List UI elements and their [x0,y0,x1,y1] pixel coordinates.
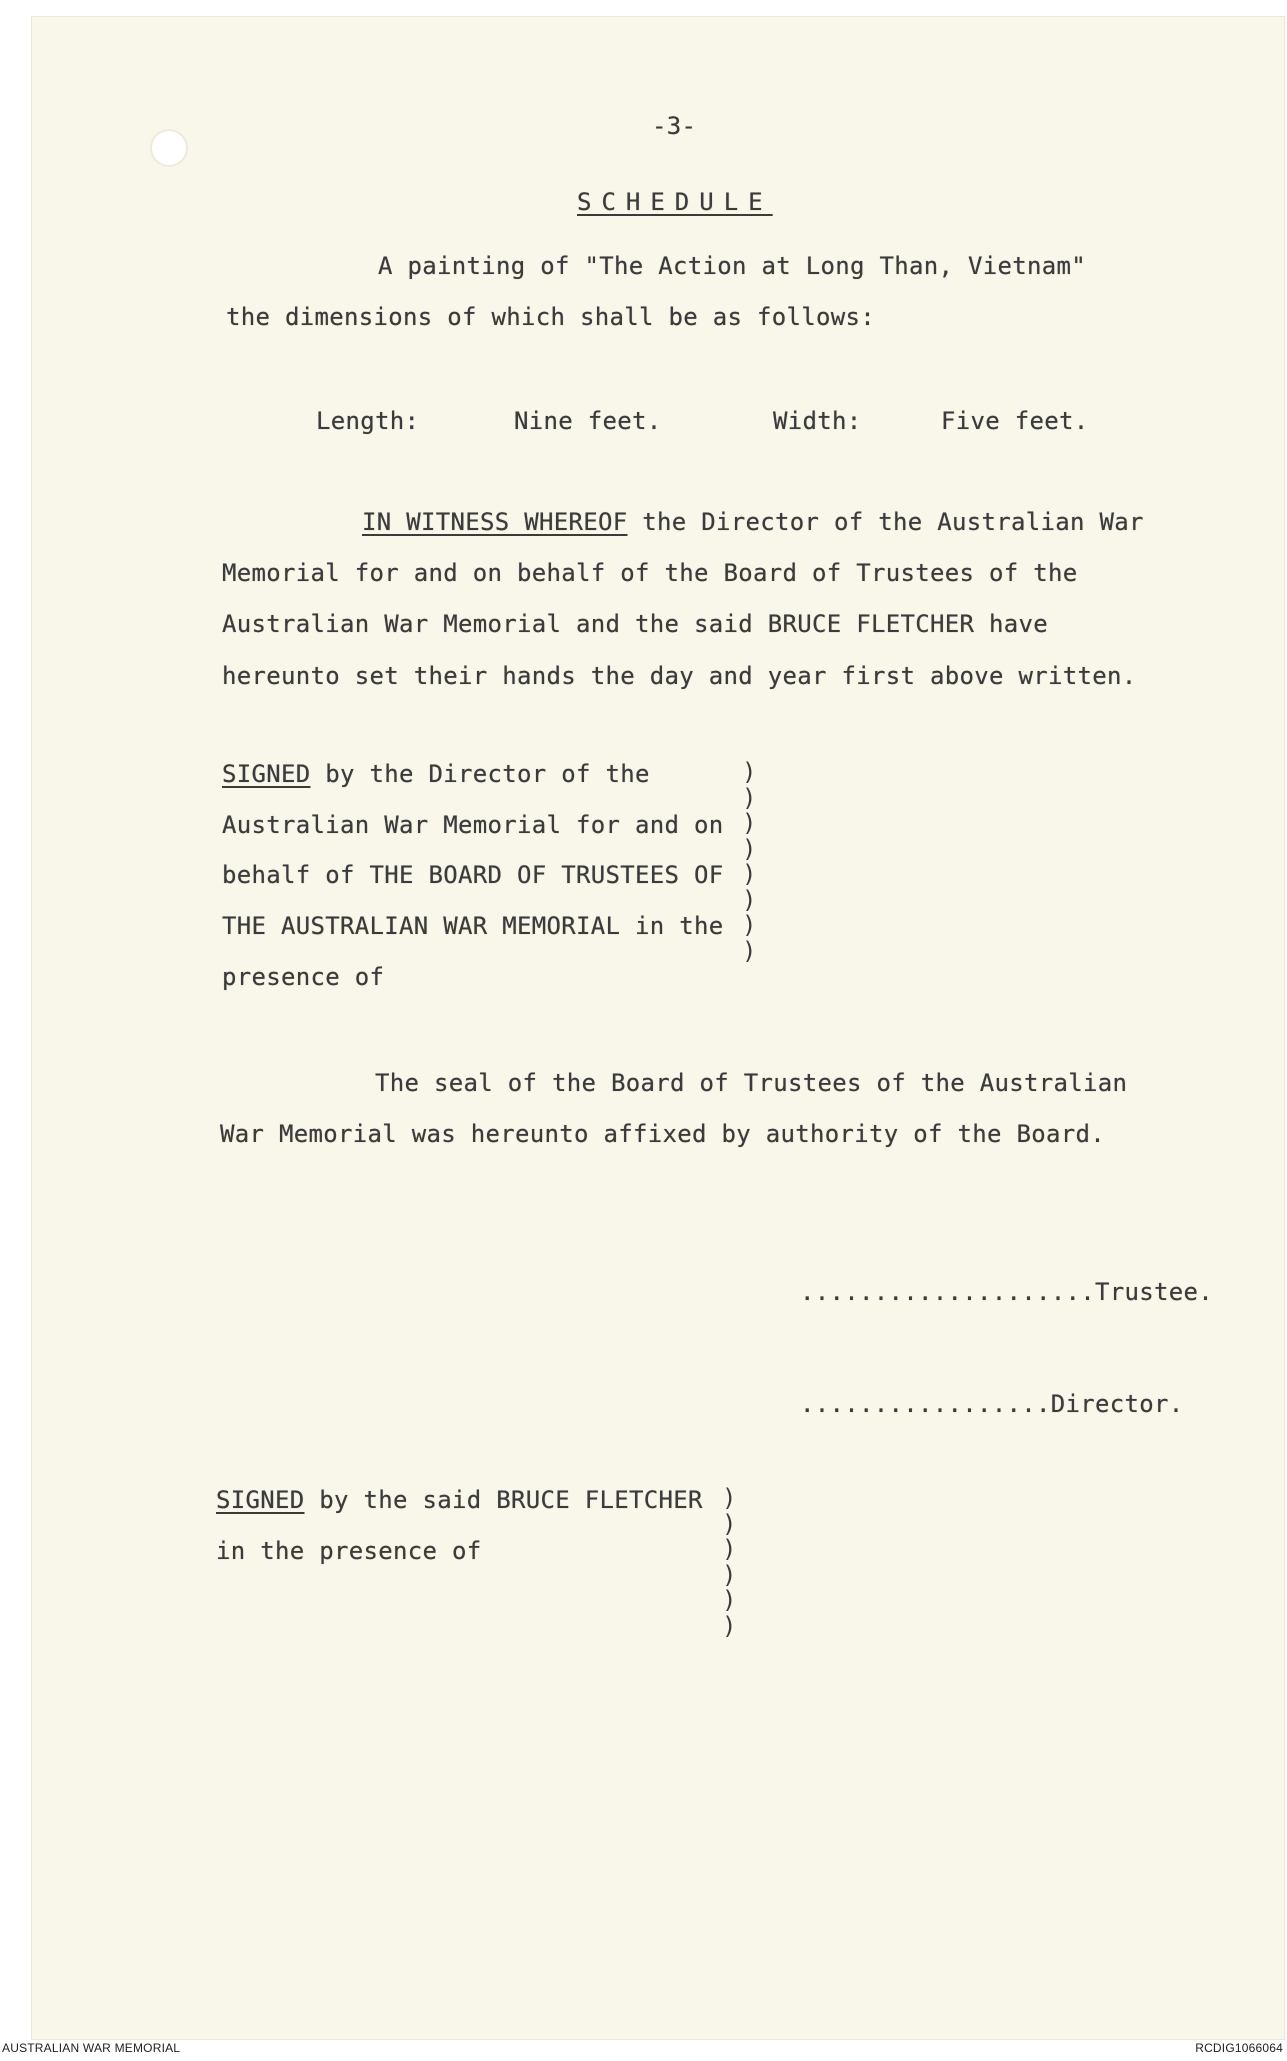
footer-id: RCDIG1066064 [1195,2041,1283,2055]
seal-line-2: War Memorial was hereunto affixed by authority of the Board. [220,1120,1105,1148]
page-number: -3- [652,112,697,140]
witness-line-4: hereunto set their hands the day and year first above written. [222,662,1137,690]
witness-line-1-text: the Director of the Australian War [627,508,1144,536]
witness-line-1 [362,508,1144,536]
signed-director-line-3: behalf of THE BOARD OF TRUSTEES OF [222,861,724,889]
signed-fletcher-line-1-text: by the said BRUCE FLETCHER [304,1486,703,1514]
signed-director-line-4: THE AUSTRALIAN WAR MEMORIAL in the [222,912,724,940]
witness-lead: IN WITNESS WHEREOF [362,508,628,536]
schedule-line-1: A painting of "The Action at Long Than, Vietnam" [378,252,1086,280]
trustee-signature-line: ....................Trustee. [800,1278,1213,1306]
director-signature-line: .................Director. [800,1390,1184,1418]
witness-line-2: Memorial for and on behalf of the Board of Trustees of the [222,559,1078,587]
fletcher-bracket: ) ) ) ) ) ) [722,1484,737,1640]
seal-line-1: The seal of the Board of Trustees of the Australian [375,1069,1128,1097]
witness-line-3: Australian War Memorial and the said BRUCE FLETCHER have [222,610,1048,638]
signed-fletcher-lead: SIGNED [216,1486,305,1514]
width-value: Five feet. [941,407,1089,435]
length-label: Length: [316,407,420,435]
signed-director-line-1 [222,760,650,788]
punch-hole [152,131,186,165]
footer-source: AUSTRALIAN WAR MEMORIAL [2,2041,181,2055]
signed-director-line-1-text: by the Director of the [310,760,650,788]
signed-fletcher-line-2: in the presence of [216,1537,482,1565]
signed-director-line-2: Australian War Memorial for and on [222,811,724,839]
signed-director-lead: SIGNED [222,760,311,788]
director-bracket: ) ) ) ) ) ) ) ) [742,758,757,965]
width-label: Width: [773,407,862,435]
length-value: Nine feet. [514,407,662,435]
schedule-heading: SCHEDULE [577,188,773,216]
signed-director-line-5: presence of [222,963,385,991]
schedule-line-2: the dimensions of which shall be as follows: [226,303,875,331]
signed-fletcher-line-1 [216,1486,703,1514]
